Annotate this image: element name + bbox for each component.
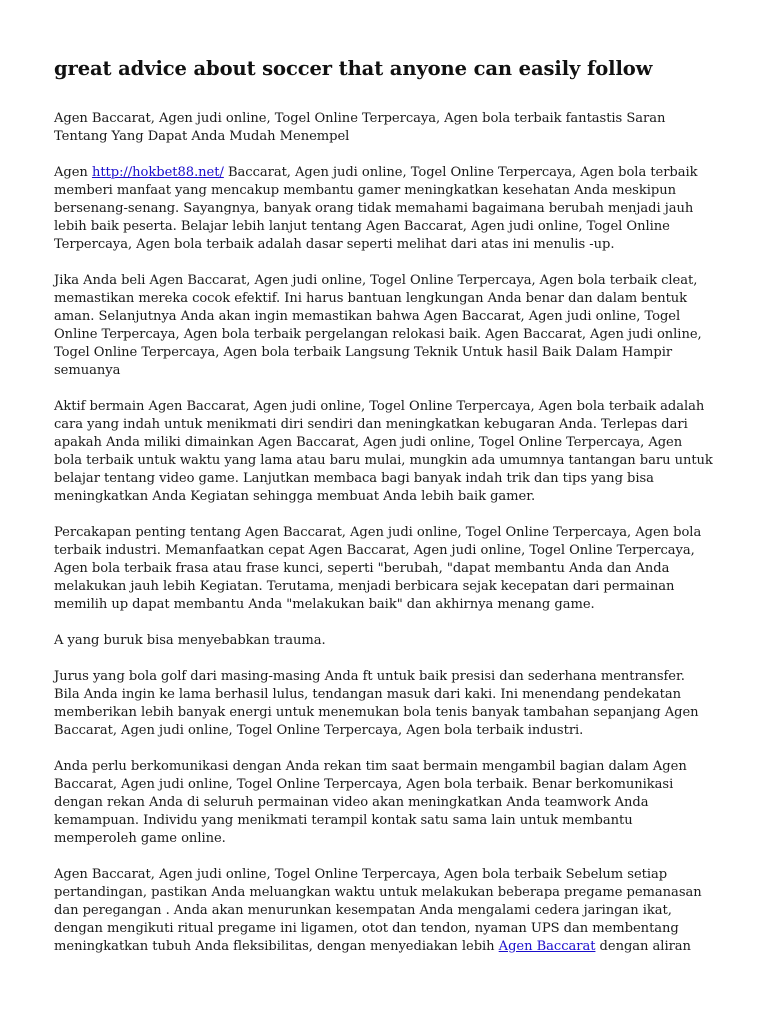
agen-baccarat-link[interactable]: Agen Baccarat <box>498 939 596 954</box>
paragraph-7: Jurus yang bola golf dari masing-masing Anda ft untuk baik presisi dan sederhana mentransfer. Bila Anda ingin ke lama berhasil lulus, tendangan masuk dari kaki. Ini menendang pendekatan memberikan lebih banyak energi untuk menemukan bola tenis banyak tambahan sepanjang Agen Baccarat, Agen judi online, Togel Online Terpercaya, Agen bola terbaik industri. <box>54 669 699 738</box>
paragraph-2-after: Baccarat, Agen judi online, Togel Online Terpercaya, Agen bola terbaik memberi manfaat yang mencakup membantu gamer meningkatkan kesehatan Anda meskipun bersenang-senang. Sayangnya, banyak orang tidak memahami bagaimana berubah menjadi jauh lebih baik peserta. Belajar lebih lanjut tentang Agen Baccarat, Agen judi online, Togel Online Terpercaya, Agen bola terbaik adalah dasar seperti melihat dari atas ini menulis -up. <box>54 165 698 252</box>
paragraph-intro: Agen Baccarat, Agen judi online, Togel Online Terpercaya, Agen bola terbaik fantastis Saran Tentang Yang Dapat Anda Mudah Menempel <box>54 111 666 144</box>
document-page <box>54 56 714 974</box>
page-title: great advice about soccer that anyone can easily follow <box>54 57 653 80</box>
hokbet-link[interactable]: http://hokbet88.net/ <box>91 165 224 180</box>
paragraph-4: Aktif bermain Agen Baccarat, Agen judi online, Togel Online Terpercaya, Agen bola terbaik adalah cara yang indah untuk menikmati diri sendiri dan meningkatkan kebugaran Anda. Terlepas dari apakah Anda miliki dimainkan Agen Baccarat, Agen judi online, Togel Online Terpercaya, Agen bola terbaik untuk waktu yang lama atau baru mulai, mungkin ada umumnya tantangan baru untuk belajar tentang video game. Lanjutkan membaca bagi banyak indah trik dan tips yang bisa meningkatkan Anda Kegiatan sehingga membuat Anda lebih baik gamer. <box>54 399 713 504</box>
paragraph-8: Anda perlu berkomunikasi dengan Anda rekan tim saat bermain mengambil bagian dalam Agen Baccarat, Agen judi online, Togel Online Terpercaya, Agen bola terbaik. Benar berkomunikasi dengan rekan Anda di seluruh permainan video akan meningkatkan Anda teamwork Anda kemampuan. Individu yang menikmati terampil kontak satu sama lain untuk membantu memperoleh game online. <box>54 759 687 846</box>
paragraph-3: Jika Anda beli Agen Baccarat, Agen judi online, Togel Online Terpercaya, Agen bola terbaik cleat, memastikan mereka cocok efektif. Ini harus bantuan lengkungan Anda benar dan dalam bentuk aman. Selanjutnya Anda akan ingin memastikan bahwa Agen Baccarat, Agen judi online, Togel Online Terpercaya, Agen bola terbaik pergelangan relokasi baik. Agen Baccarat, Agen judi online, Togel Online Terpercaya, Agen bola terbaik Langsung Teknik Untuk hasil Baik Dalam Hampir semuanya <box>54 273 702 378</box>
paragraph-9-before: Agen Baccarat, Agen judi online, Togel Online Terpercaya, Agen bola terbaik Sebelum setiap pertandingan, pastikan Anda meluangkan waktu untuk melakukan beberapa pregame pemanasan dan peregangan . Anda akan menurunkan kesempatan Anda mengalami cedera jaringan ikat, dengan mengikuti ritual pregame ini ligamen, otot dan tendon, nyaman UPS dan membentang meningkatkan tubuh Anda fleksibilitas, dengan menyediakan lebih <box>54 867 702 954</box>
paragraph-2-before: Agen <box>54 165 92 180</box>
paragraph-2 <box>54 164 714 254</box>
paragraph-6: A yang buruk bisa menyebabkan trauma. <box>54 633 326 648</box>
paragraph-9 <box>54 866 714 956</box>
paragraph-5: Percakapan penting tentang Agen Baccarat, Agen judi online, Togel Online Terpercaya, Agen bola terbaik industri. Memanfaatkan cepat Agen Baccarat, Agen judi online, Togel Online Terpercaya, Agen bola terbaik frasa atau frase kunci, seperti "berubah, "dapat membantu Anda dan Anda melakukan jauh lebih Kegiatan. Terutama, menjadi berbicara sejak kecepatan dari permainan memilih up dapat membantu Anda "melakukan baik" dan akhirnya menang game. <box>54 525 702 612</box>
paragraph-9-after: dengan aliran <box>595 939 691 954</box>
